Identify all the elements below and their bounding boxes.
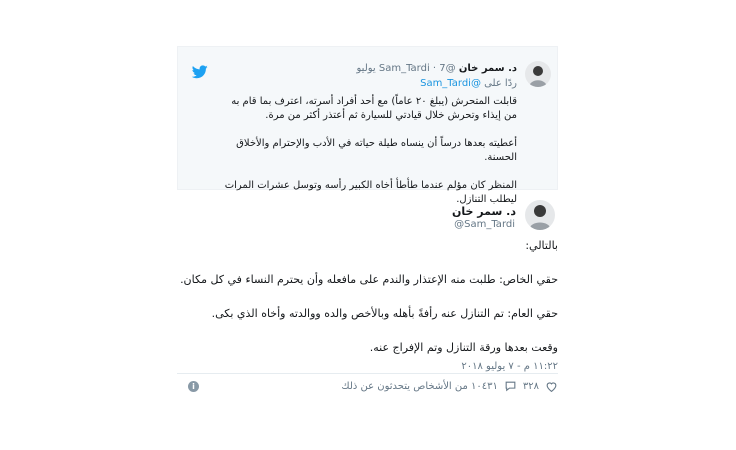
quoted-avatar[interactable] — [525, 61, 551, 87]
quoted-paragraph: المنظر كان مؤلم عندما طأطأ أخاه الكبير رأسه وتوسل عشرات المرات ليطلب التنازل. — [224, 180, 517, 205]
quoted-reply-prefix: ردًا على — [484, 78, 517, 89]
tweet-actions — [341, 378, 558, 394]
twitter-bird-icon[interactable] — [192, 65, 208, 79]
quoted-text — [217, 95, 517, 221]
tweet-paragraph: حقي العام: تم التنازل عنه رأفةً بأهله وبالأخص والده ووالدته وأخاه الذي بكى. — [211, 307, 558, 320]
quoted-paragraph: قابلت المتحرش (يبلغ ٢٠ عاماً) مع أحد أفراد أسرته، اعترف بما قام به من إيذاء وتحرش خلال قيادتي للسيارة ثم أعتذر أكثر من مرة. — [231, 96, 517, 121]
quoted-tweet[interactable] — [177, 46, 558, 205]
tweet-paragraph: بالتالي: — [525, 239, 558, 252]
comment-icon[interactable] — [504, 380, 517, 393]
talking-count[interactable]: ١٠٤٣١ من الأشخاص يتحدثون عن ذلك — [341, 380, 498, 392]
tweet-paragraph: حقي الخاص: طلبت منه الإعتذار والندم على مافعله وأن يحترم النساء في كل مكان. — [180, 273, 558, 286]
quoted-reply-line — [420, 78, 517, 89]
divider — [177, 373, 558, 374]
author-name[interactable]: د. سمر خان — [452, 205, 516, 218]
author-avatar[interactable] — [525, 200, 555, 230]
author-handle[interactable]: @Sam_Tardi — [454, 219, 515, 230]
quoted-reply-to-link[interactable]: @Sam_Tardi — [420, 78, 481, 89]
quoted-date[interactable]: 7 يوليو — [356, 63, 446, 74]
info-icon[interactable]: i — [188, 381, 199, 392]
heart-icon[interactable] — [545, 380, 558, 393]
tweet-timestamp[interactable]: ١١:٢٢ م - ٧ يوليو ٢٠١٨ — [461, 361, 558, 372]
quoted-paragraph: أعطيته بعدها درساً أن ينساه طيلة حياته في الأدب والإحترام والأخلاق الحسنة. — [236, 138, 517, 163]
tweet-paragraph: وقعت بعدها ورقة التنازل وتم الإفراج عنه. — [369, 341, 558, 354]
quoted-handle[interactable]: @Sam_Tardi — [378, 63, 456, 74]
like-count[interactable]: ٣٢٨ — [522, 380, 539, 392]
quoted-header: د. سمر خان @Sam_Tardi · 7 يوليو — [356, 63, 517, 74]
quoted-author-name[interactable]: د. سمر خان — [458, 63, 517, 74]
tweet-body — [178, 238, 558, 374]
